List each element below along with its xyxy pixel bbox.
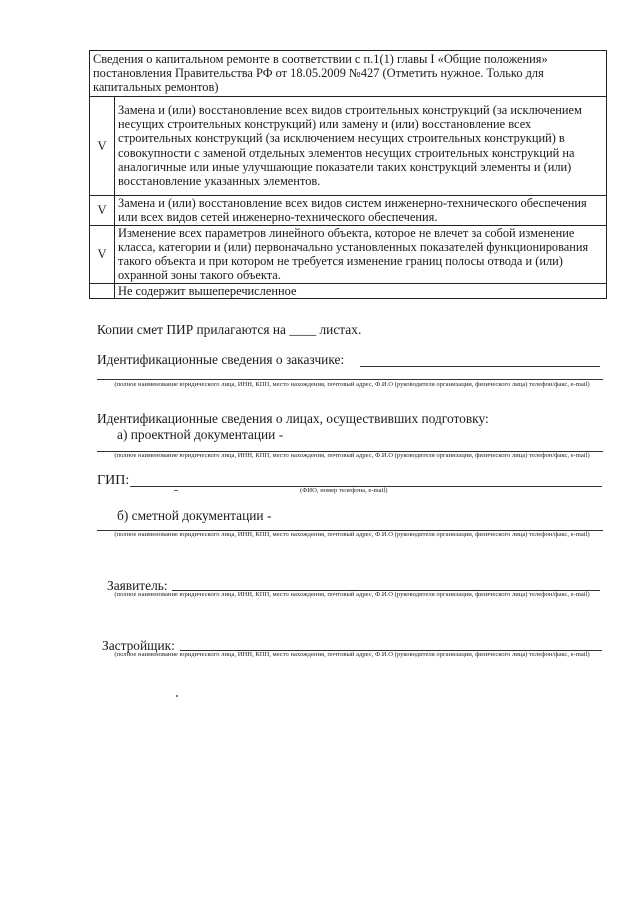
customer-field-line2[interactable] (97, 379, 603, 380)
copies-suffix: листах. (319, 322, 362, 337)
gip-label: ГИП: (97, 473, 130, 488)
table-row (90, 96, 607, 195)
table-header-row (90, 51, 607, 97)
project-docs-label: а) проектной документации - (117, 427, 284, 442)
copies-count-field[interactable]: ____ (289, 322, 317, 337)
project-docs-caption: (полное наименование юридического лица, ИНН, КПП, место нахождения, почтовый адрес, Ф.И.О (руководителя организации, физического лица) телефон/факс, e-mail) (114, 452, 590, 459)
table-header: Сведения о капитальном ремонте в соответствии с п.1(1) главы I «Общие положения» постановления Правительства РФ от 18.05.2009 №427 (Отметить нужное. Только для капитальных ремонтов) (90, 51, 607, 97)
customer-label: Идентификационные сведения о заказчике: (97, 352, 345, 367)
table-row (90, 225, 607, 283)
gip-caption: (ФИО, номер телефона, e-mail) (300, 487, 388, 494)
applicant-label: Заявитель: (107, 578, 168, 593)
copies-line (97, 322, 361, 338)
option-text: Замена и (или) восстановление всех видов систем инженерно-технического обеспечения или всех видов сетей инженерно-технического обеспечения. (115, 195, 607, 225)
table-row (90, 283, 607, 298)
customer-field[interactable] (360, 366, 600, 367)
customer-caption: (полное наименование юридического лица, ИНН, КПП, место нахождения, почтовый адрес, Ф.И.О (руководителя организации, физического лица) телефон/факс, e-mail) (114, 381, 590, 388)
table-row (90, 195, 607, 225)
check-mark[interactable] (90, 283, 115, 298)
estimate-docs-caption: (полное наименование юридического лица, ИНН, КПП, место нахождения, почтовый адрес, Ф.И.О (руководителя организации, физического лица) телефон/факс, e-mail) (114, 531, 590, 538)
developer-caption: (полное наименование юридического лица, ИНН, КПП, место нахождения, почтовый адрес, Ф.И.О (руководителя организации, физического лица) телефон/факс, e-mail) (114, 651, 590, 658)
option-text: Не содержит вышеперечисленное (115, 283, 607, 298)
applicant-caption: (полное наименование юридического лица, ИНН, КПП, место нахождения, почтовый адрес, Ф.И.О (руководителя организации, физического лица) телефон/факс, e-mail) (114, 591, 590, 598)
option-text: Изменение всех параметров линейного объекта, которое не влечет за собой изменение класса, категории и (или) первоначально установленных показателей функционирования такого объекта и при котором не требуется изменение границ полосы отвода и (или) охранной зоны такого объекта. (115, 225, 607, 283)
scan-speck (176, 695, 178, 697)
check-mark[interactable]: V (90, 96, 115, 195)
copies-prefix: Копии смет ПИР прилагаются на (97, 322, 286, 337)
developer-label: Застройщик: (102, 638, 175, 653)
capital-repair-table (89, 50, 607, 299)
option-text: Замена и (или) восстановление всех видов строительных конструкций (за исключением несущих строительных конструкций) или замену и (или) восстановление всех строительных конструкций (за исключением несущих строительных конструкций) в совокупности с заменой отдельных элементов несущих строительных конструкций на аналогичные или иные улучшающие показатели таких конструкций элементы и (или) восстановление указанных элементов. (115, 96, 607, 195)
check-mark[interactable]: V (90, 225, 115, 283)
check-mark[interactable]: V (90, 195, 115, 225)
preparers-title: Идентификационные сведения о лицах, осуществивших подготовку: (97, 411, 489, 426)
scan-speck (174, 490, 178, 491)
estimate-docs-label: б) сметной документации - (117, 508, 272, 523)
